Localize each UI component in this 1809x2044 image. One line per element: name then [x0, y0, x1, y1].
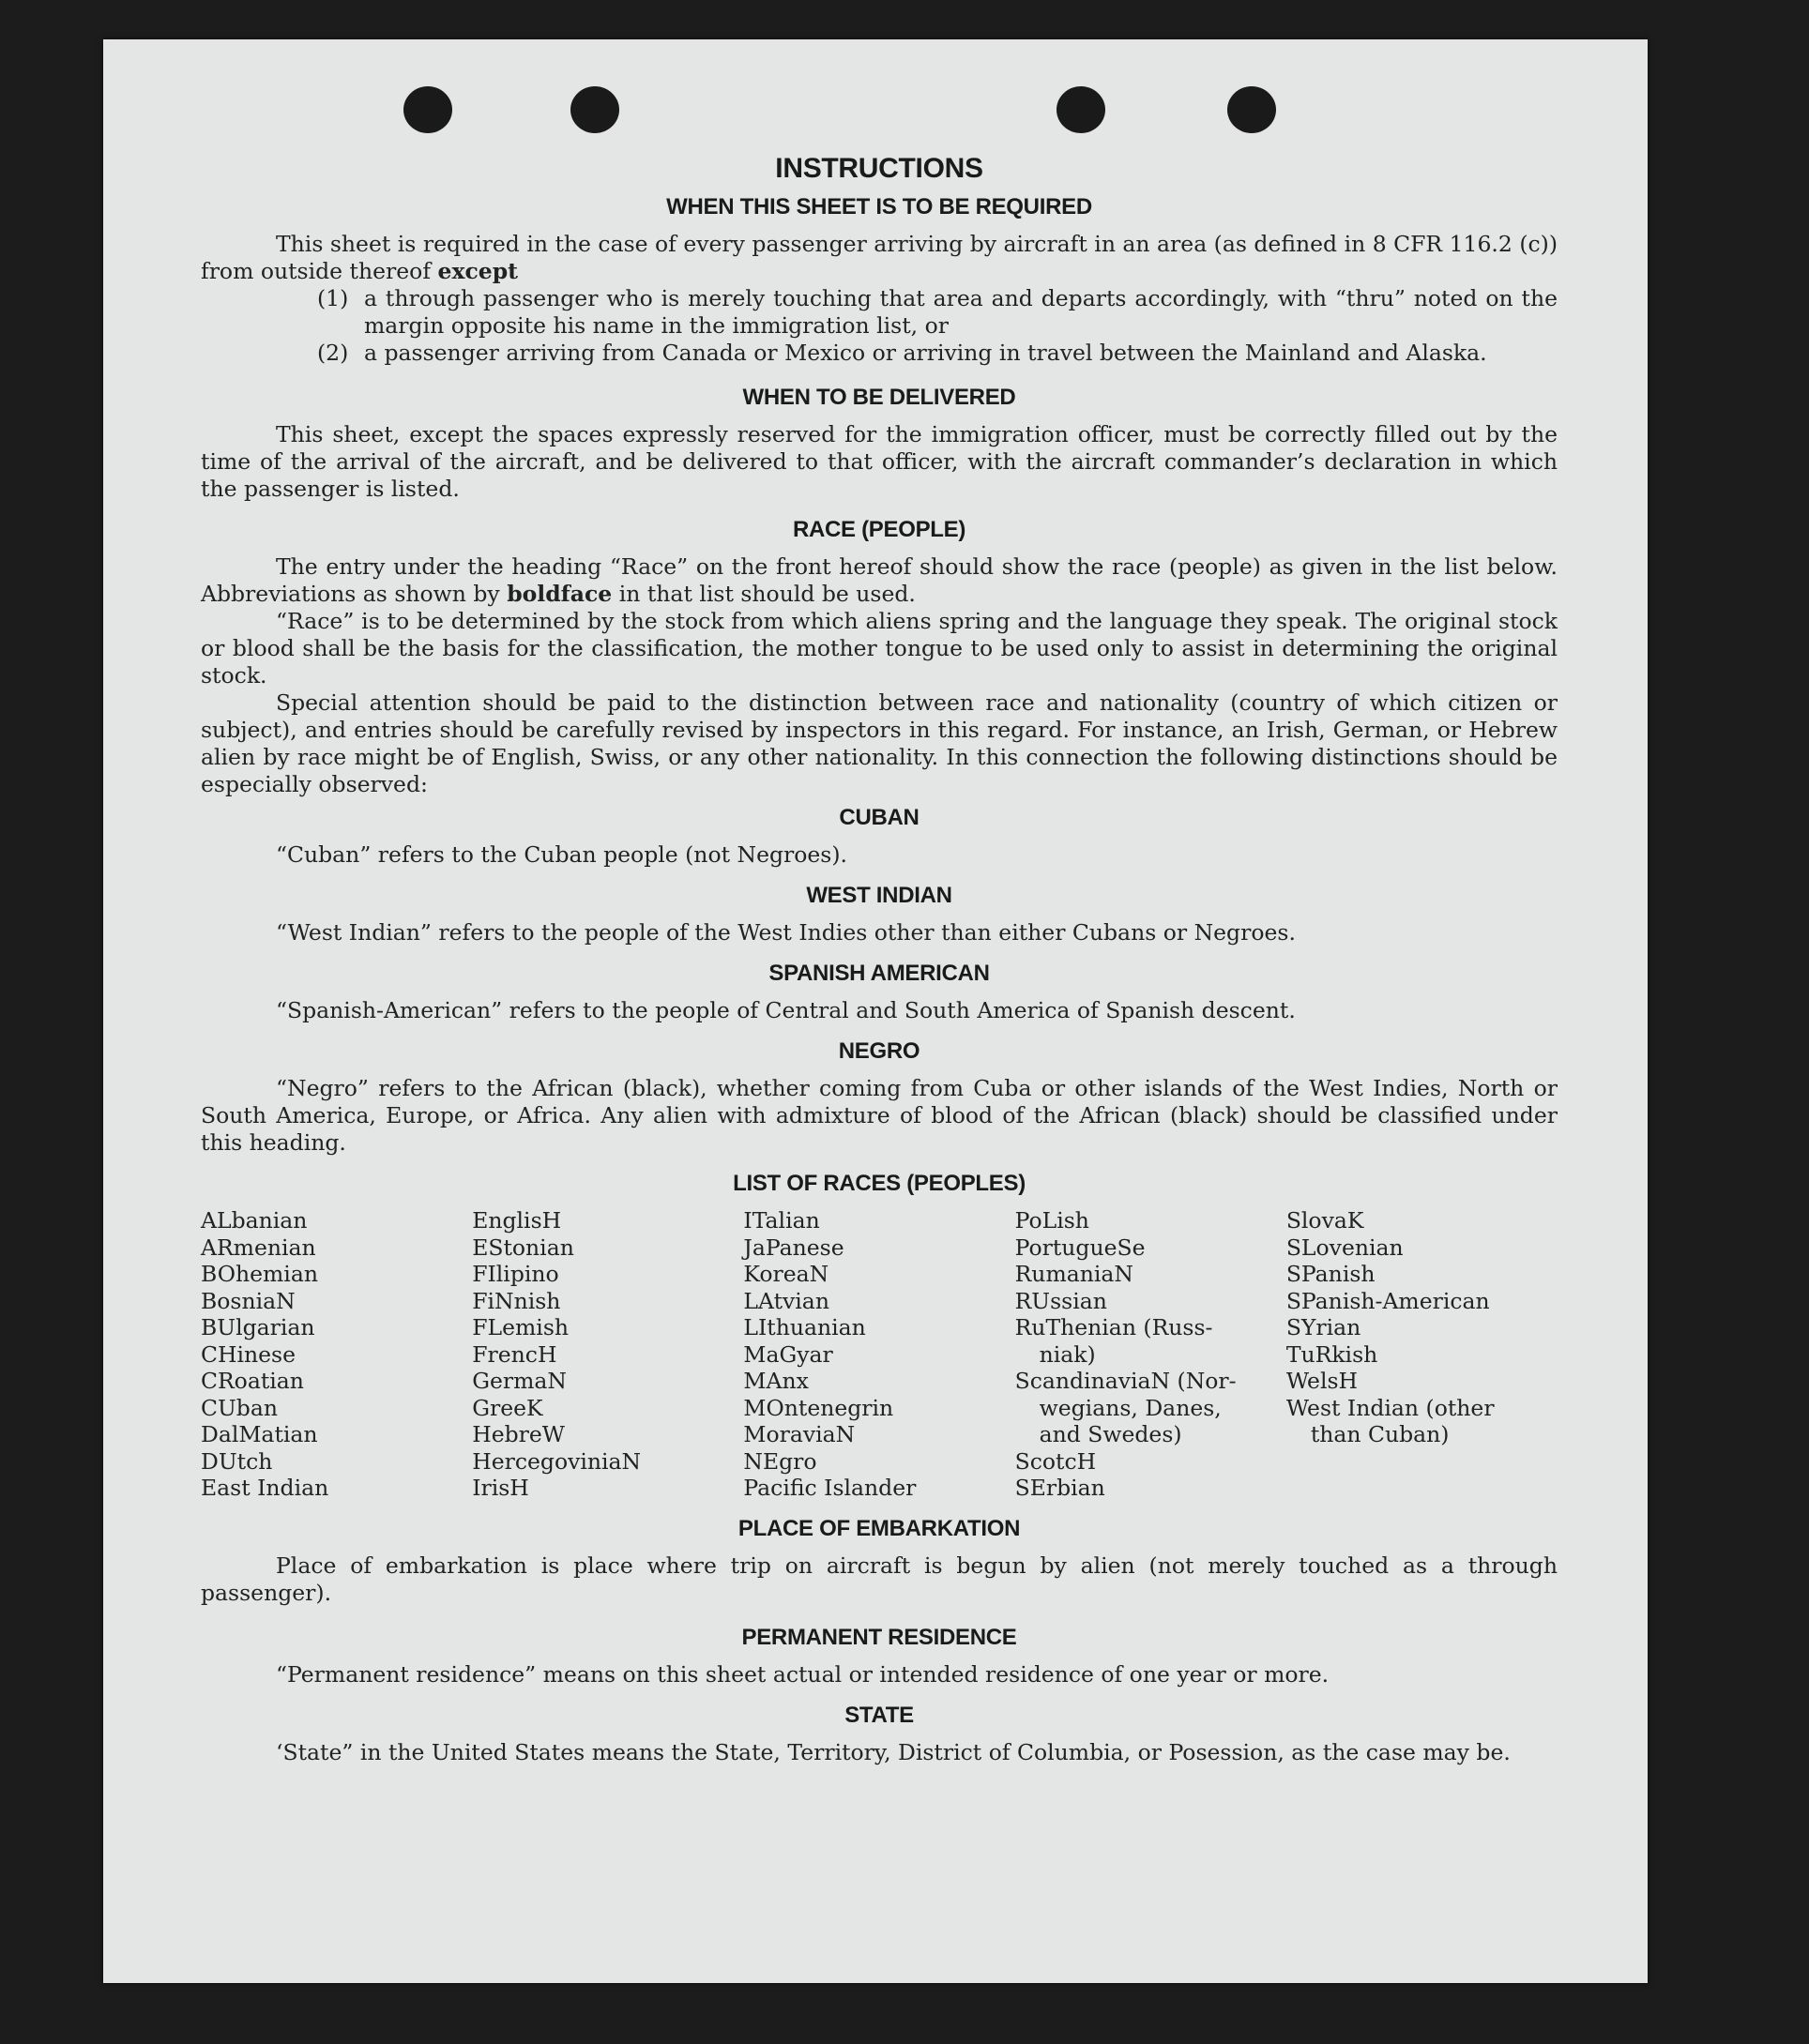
punch-hole — [1057, 86, 1105, 133]
race-entry: IrisH — [472, 1475, 529, 1501]
race-entry: CRoatian — [201, 1368, 304, 1394]
race-entry: ARmenian — [201, 1234, 316, 1261]
race-entry: SErbian — [1014, 1475, 1105, 1501]
section-heading: NEGRO — [838, 1038, 920, 1064]
race-entry: FLemish — [472, 1314, 570, 1340]
race-entry: ALbanian — [201, 1207, 308, 1234]
punch-hole — [403, 86, 452, 133]
race-entry: EnglisH — [472, 1207, 562, 1234]
race-entry: BosniaN — [201, 1287, 296, 1314]
race-entry: PoLish — [1014, 1207, 1089, 1234]
race-entry: FrencH — [472, 1340, 557, 1368]
race-entry: TuRkish — [1285, 1340, 1378, 1368]
race-entry: DUtch — [201, 1447, 273, 1475]
race-entry: MAnx — [743, 1368, 809, 1394]
section-heading: PLACE OF EMBARKATION — [737, 1515, 1021, 1541]
section-heading: PERMANENT RESIDENCE — [741, 1624, 1017, 1650]
race-entry: wegians, Danes, — [1039, 1394, 1222, 1421]
list-text: a through passenger who is merely touching that area and departs accordingly, with “thru” noted on the margin opposite his name in the immigration list, or — [364, 285, 1558, 339]
bold-text: except — [437, 258, 519, 284]
race-entry: HebreW — [472, 1421, 565, 1447]
race-entry: SYrian — [1285, 1314, 1361, 1340]
paragraph — [201, 553, 1558, 608]
paragraph: “West Indian” refers to the people of the West Indies other than either Cubans or Negroes. — [276, 919, 1296, 946]
list-item — [317, 285, 1558, 340]
paragraph: “Cuban” refers to the Cuban people (not Negroes). — [276, 841, 848, 868]
race-entry: GreeK — [472, 1394, 543, 1421]
race-entry: MoraviaN — [743, 1421, 856, 1447]
race-entry: East Indian — [201, 1475, 329, 1501]
paragraph: Special attention should be paid to the distinction between race and nationality (country of which citizen or subject), and entries should be carefully revised by inspectors in this regard. For instance, an Irish, German, or Hebrew alien by race might be of English, Swiss, or any other nationality. In this connection the following distinctions should be especially observed: — [201, 689, 1558, 797]
race-entry: than Cuban) — [1310, 1421, 1450, 1447]
races-column — [472, 1207, 743, 1502]
race-entry: and Swedes) — [1039, 1421, 1182, 1447]
paragraph: “Permanent residence” means on this sheet actual or intended residence of one year or more. — [276, 1660, 1330, 1688]
section-heading: STATE — [844, 1702, 914, 1728]
race-entry: SPanish-American — [1285, 1287, 1490, 1314]
section-heading: WEST INDIAN — [806, 883, 952, 908]
paragraph: “Spanish-American” refers to the people of Central and South America of Spanish descent. — [276, 997, 1296, 1023]
list-item — [317, 340, 1558, 367]
race-entry: KoreaN — [743, 1261, 829, 1287]
document-body — [201, 150, 1558, 1766]
race-entry: DalMatian — [201, 1421, 318, 1447]
page-title: INSTRUCTIONS — [775, 153, 983, 184]
list-text: a passenger arriving from Canada or Mexico or arriving in travel between the Mainland and Alaska. — [364, 340, 1487, 366]
punch-hole — [570, 86, 619, 133]
list-number: (1) — [317, 285, 349, 311]
race-entry: JaPanese — [743, 1234, 844, 1261]
race-entry: RUssian — [1014, 1287, 1107, 1314]
race-entry: CHinese — [201, 1340, 296, 1368]
race-entry: WelsH — [1285, 1368, 1359, 1394]
race-entry: BUlgarian — [201, 1314, 315, 1340]
race-entry: SLovenian — [1285, 1234, 1404, 1261]
paragraph: “Negro” refers to the African (black), whether coming from Cuba or other islands of the West Indies, North or South America, Europe, or Africa. Any alien with admixture of blood of the African (black) should be classified under this heading. — [201, 1075, 1558, 1156]
race-entry: SlovaK — [1285, 1207, 1364, 1234]
race-entry: SPanish — [1285, 1261, 1376, 1287]
race-entry: RumaniaN — [1014, 1261, 1133, 1287]
races-list — [201, 1207, 1558, 1502]
races-column — [201, 1207, 472, 1502]
paragraph: Place of embarkation is place where trip on aircraft is begun by alien (not merely touched as a through passenger). — [201, 1552, 1558, 1606]
race-entry: LIthuanian — [743, 1314, 866, 1340]
punch-hole — [1227, 86, 1276, 133]
race-entry: Pacific Islander — [743, 1475, 917, 1501]
section-heading: RACE (PEOPLE) — [792, 517, 966, 542]
race-entry: GermaN — [472, 1368, 567, 1394]
race-entry: ITalian — [743, 1207, 820, 1234]
race-entry: HercegoviniaN — [472, 1447, 642, 1475]
race-entry: West Indian (other — [1285, 1394, 1495, 1421]
text: The entry under the heading “Race” on the front hereof should show the race (people) as given in the list below. Abbreviations as shown by — [201, 553, 1558, 607]
race-entry: ScotcH — [1014, 1447, 1097, 1475]
race-entry: PortugueSe — [1014, 1234, 1146, 1261]
race-entry: RuThenian (Russ- — [1014, 1314, 1213, 1340]
race-entry: FiNnish — [472, 1287, 561, 1314]
section-heading: WHEN THIS SHEET IS TO BE REQUIRED — [666, 194, 1092, 220]
list-number: (2) — [317, 340, 349, 366]
race-entry: CUban — [201, 1394, 278, 1421]
race-entry: MOntenegrin — [743, 1394, 894, 1421]
races-column — [743, 1207, 1014, 1502]
race-entry: EStonian — [472, 1234, 574, 1261]
race-entry: BOhemian — [201, 1261, 318, 1287]
section-heading: WHEN TO BE DELIVERED — [742, 385, 1016, 410]
section-heading: CUBAN — [839, 805, 920, 830]
bold-text: boldface — [507, 581, 613, 607]
paragraph: “Race” is to be determined by the stock from which aliens spring and the language they speak. The original stock or blood shall be the basis for the classification, the mother tongue to be used only to assist in determining the original stock. — [201, 608, 1558, 689]
race-entry: ScandinaviaN (Nor- — [1014, 1368, 1237, 1394]
paragraph: ‘State” in the United States means the State, Territory, District of Columbia, or Posession, as the case may be. — [276, 1738, 1511, 1765]
race-entry: NEgro — [743, 1447, 817, 1475]
section-heading: LIST OF RACES (PEOPLES) — [733, 1171, 1026, 1196]
paragraph: This sheet, except the spaces expressly reserved for the immigration officer, must be correctly filled out by the time of the arrival of the aircraft, and be delivered to that officer, with the aircraft commander’s declaration in which the passenger is listed. — [201, 421, 1558, 502]
text: This sheet is required in the case of every passenger arriving by aircraft in an area (as defined in 8 CFR 116.2 (c)) from outside thereof — [201, 231, 1558, 284]
race-entry: LAtvian — [743, 1287, 829, 1314]
race-entry: MaGyar — [743, 1340, 833, 1368]
text: in that list should be used. — [618, 581, 916, 607]
document-page — [103, 39, 1648, 1983]
section-heading: SPANISH AMERICAN — [768, 961, 990, 986]
race-entry: niak) — [1039, 1340, 1096, 1368]
paragraph — [201, 231, 1558, 285]
races-column — [1015, 1207, 1286, 1502]
race-entry: FIlipino — [472, 1261, 559, 1287]
races-column — [1286, 1207, 1558, 1502]
